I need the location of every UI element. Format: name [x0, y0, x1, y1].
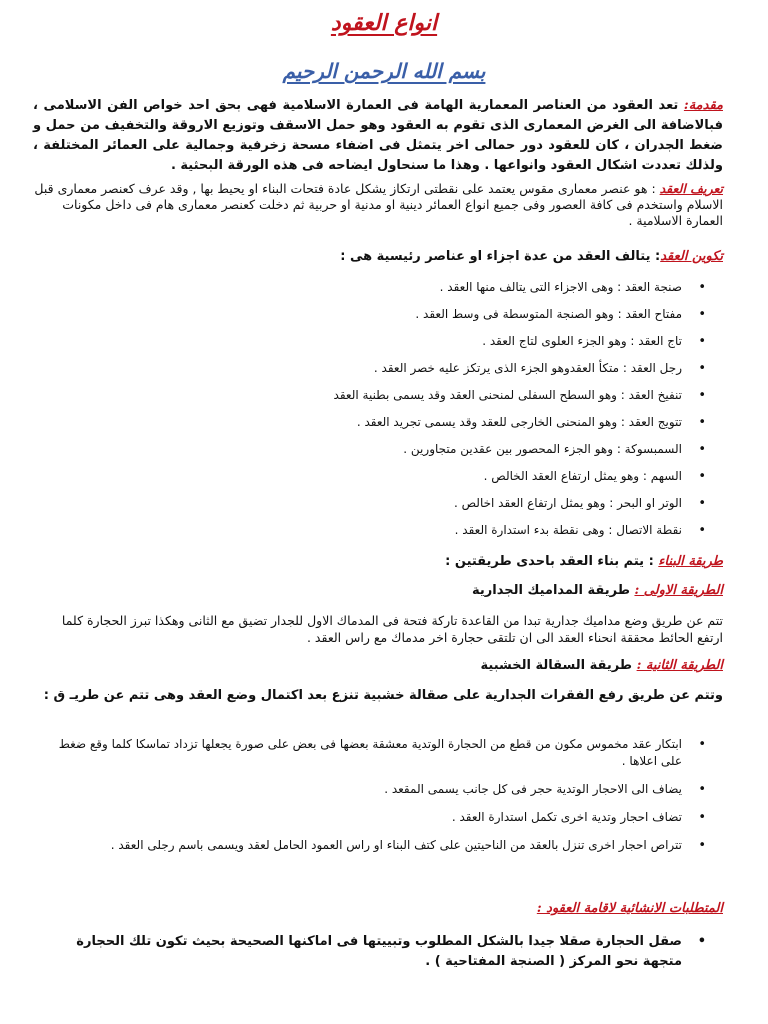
requirements-list: [50, 932, 710, 972]
method2-paragraph: [33, 686, 723, 705]
method2-name: طريقة السقالة الخشبية: [480, 658, 637, 673]
composition-heading: [33, 247, 723, 267]
intro-paragraph: [33, 96, 723, 176]
list-item: • تنفيخ العقد : وهو السطح السفلى لمنحنى العقد وقد يسمى بطنية العقد: [50, 382, 710, 409]
method1-paragraph: [33, 612, 723, 646]
method2-label: الطريقة الثانية :: [636, 658, 723, 673]
list-item: • السمبسوكة : وهو الجزء المحصور بين عقدين متجاورين .: [50, 436, 710, 463]
composition-label: تكوين العقد: [660, 249, 723, 264]
definition-label: تعريف العقد: [659, 181, 723, 196]
list-item: • صنجة العقد : وهى الاجزاء التى يتالف منها العقد .: [50, 274, 710, 301]
method2-heading: [33, 656, 723, 676]
list-item: • تاج العقد : وهو الجزء العلوى لتاج العقد .: [50, 328, 710, 355]
list-item: • نقطة الاتصال : وهى نقطة بدء استدارة العقد .: [50, 517, 710, 544]
list-item: • السهم : وهو يمثل ارتفاع العقد الخالص .: [50, 463, 710, 490]
parts-list: [50, 274, 710, 544]
list-item: • الوتر او البحر : وهو يمثل ارتفاع العقد اخالص .: [50, 490, 710, 517]
list-item: • ابتكار عقد مخموس مكون من قطع من الحجارة الوتدية معشقة بعضها فى بعض على صورة يجعلها تزداد تماسكا كلما وقع ضغط على اعلاها .: [50, 736, 710, 770]
construction-heading: [33, 552, 723, 572]
definition-paragraph: [33, 181, 723, 229]
intro-text: تعد العقود من العناصر المعمارية الهامة فى العمارة الاسلامية فهى بحق احد خواص الفن الاسلامى ، فبالاضافة الى الغرض المعمارى الذى تقوم به العقود وهو حمل الاسقف وتوزيع الاروقة والتخفيف من حمل و ضغط الجدران ، كان للعقود دور حمالى اخر يتمثل فى اضفاء مسحة زخرفية وجمالية على العمائر المختلفة ، ولذلك تعددت اشكال العقود وانواعها . وهذا ما سنحاول ايضاحه فى هذه الورقة البحثية .: [33, 98, 723, 173]
method2-steps-list: [50, 736, 710, 854]
method1-name: طريقة المداميك الجدارية: [472, 583, 635, 598]
list-item: • تتراص احجار اخرى تنزل بالعقد من الناحيتين على كتف البناء او راس العمود الحامل لعقد ويسمى باسم رجلى العقد .: [50, 837, 710, 854]
list-item: • مفتاح العقد : وهو الصنجة المتوسطة فى وسط العقد .: [50, 301, 710, 328]
method1-heading: [33, 581, 723, 601]
construction-text: : يتم بناء العقد باحدى طريقتين :: [445, 554, 659, 569]
page-title: انواع العقود: [330, 10, 438, 36]
method2-text: وتتم عن طريق رفع الفقرات الجدارية على صقالة خشبية تنزع بعد اكتمال وضع العقد وهى تتم عن طريـ ق :: [43, 688, 723, 703]
list-item: • يضاف الى الاحجار الوتدية حجر فى كل جانب يسمى المقعد .: [50, 781, 710, 798]
requirements-heading: [33, 899, 723, 919]
basmala-heading: بسم الله الرحمن الرحيم: [282, 59, 486, 83]
list-item: • رجل العقد : متكأ العقدوهو الجزء الذى يرتكز عليه خصر العقد .: [50, 355, 710, 382]
intro-label: مقدمة:: [683, 98, 723, 113]
construction-label: طريقة البناء: [658, 554, 723, 569]
method1-text: تتم عن طريق وضع مداميك جدارية تبدا من القاعدة تاركة فتحة فى المدماك الاول للجدار تضيق مع الثانى وهكذا تبرز الحجارة كلما ارتفع الحائط محققة انحناء العقد الى ان تلتقى حجارة اخر مدماك مع راس العقد .: [61, 613, 723, 645]
requirements-label: المتطلبات الانشائية لاقامة العقود :: [536, 901, 723, 916]
list-item: • تضاف احجار وتدية اخرى تكمل استدارة العقد .: [50, 809, 710, 826]
list-item: • تتويج العقد : وهو المنحنى الخارجى للعقد وقد يسمى تجريد العقد .: [50, 409, 710, 436]
definition-text: : هو عنصر معمارى مقوس يعتمد على نقطتى ارتكاز يشكل عادة فتحات البناء او يحيط بها , وقد عرف كعنصر معمارى قبل الاسلام واستخدم فى كافة العصور وفى جميع انواع العمائر دينية او مدنية او حربية ثم دخلت كعنصر معمارى هام فى داخل مكونات العمارة الاسلامية .: [34, 181, 723, 228]
composition-text: : يتالف العقد من عدة اجزاء او عناصر رئيسية هى :: [340, 249, 661, 264]
method1-label: الطريقة الاولى :: [634, 583, 723, 598]
list-item: • صقل الحجارة صقلا جيدا بالشكل المطلوب وتبييتها فى اماكنها الصحيحة بحيث تكون تلك الحجارة متجهة نحو المركز ( الصنجة المفتاحية ) .: [50, 932, 710, 972]
